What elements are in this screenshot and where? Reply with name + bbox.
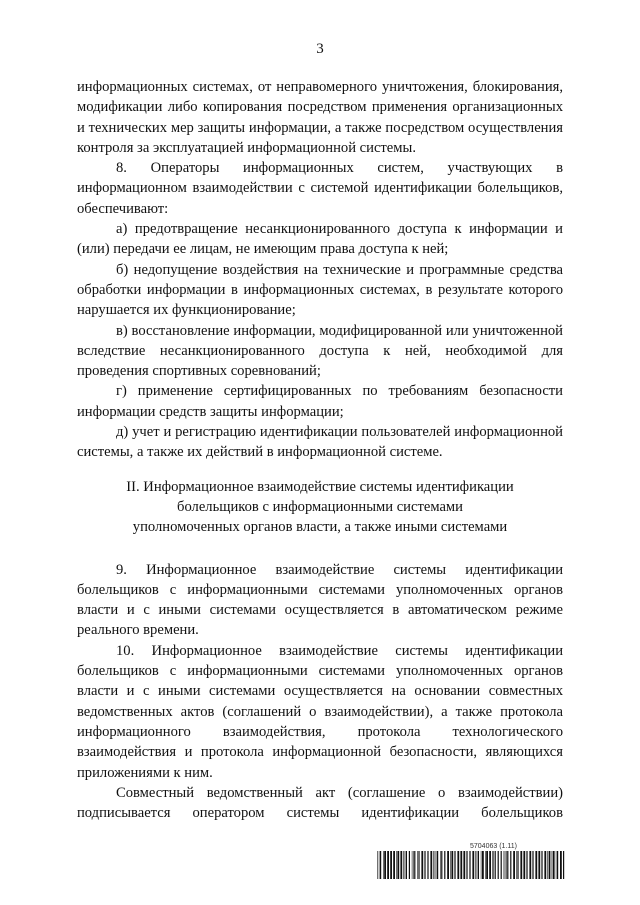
top-paragraph: в) восстановление информации, модифицированной или уничтоженной вследствие несанкционированного доступа к ней, необходимой для проведения спортивных соревнований; [77, 322, 563, 380]
page-number: 3 [316, 41, 324, 57]
top-paragraph: б) недопущение воздействия на технические и программные средства обработки информации в информационных системах, в результате которого нарушается их функционирование; [77, 261, 563, 319]
document-body [77, 77, 563, 823]
top-paragraph: а) предотвращение несанкционированного доступа к информации и (или) передачи ее лицам, не имеющим права доступа к ней; [77, 221, 563, 258]
section-heading-line-2: болельщиков с информационными системами [177, 498, 463, 515]
bottom-paragraph: Совместный ведомственный акт (соглашение о взаимодействии) подписывается оператором системы идентификации болельщиков [77, 784, 563, 822]
top-paragraph: информационных системах, от неправомерного уничтожения, блокирования, модификации либо копирования посредством применения организационных и технических мер защиты информации, а также посредством осуществления контроля за эксплуатацией информационной системы. [77, 79, 563, 156]
top-paragraph: д) учет и регистрацию идентификации пользователей информационной системы, а также их действий в информационной системе. [77, 424, 563, 461]
section-heading [77, 477, 563, 538]
top-paragraph: г) применение сертифицированных по требованиям безопасности информации средств защиты информации; [77, 383, 563, 420]
bottom-paragraph: 10. Информационное взаимодействие системы идентификации болельщиков с информационными системами уполномоченных органов власти и с иными системами осуществляется на основании совместных ведомственных актов (соглашений о взаимодействии), а также протокола информационного взаимодействия, протокола технологического взаимодействия и протокола информационной безопасности, являющихся приложениями к ним. [77, 642, 563, 781]
top-paragraph: 8. Операторы информационных систем, участвующих в информационном взаимодействии с системой идентификации болельщиков, обеспечивают: [77, 160, 563, 217]
paragraphs-top [77, 77, 563, 463]
bottom-paragraph: 9. Информационное взаимодействие системы идентификации болельщиков с информационными системами уполномоченных органов власти и с иными системами осуществляется в автоматическом режиме реального времени. [77, 561, 563, 639]
barcode-icon [377, 851, 565, 879]
section-heading-line-1: II. Информационное взаимодействие системы идентификации [126, 478, 514, 495]
document-code: 5704063 (1.11) [470, 843, 517, 850]
section-heading-line-3: уполномоченных органов власти, а также иными системами [132, 519, 508, 536]
paragraphs-bottom [77, 560, 563, 824]
